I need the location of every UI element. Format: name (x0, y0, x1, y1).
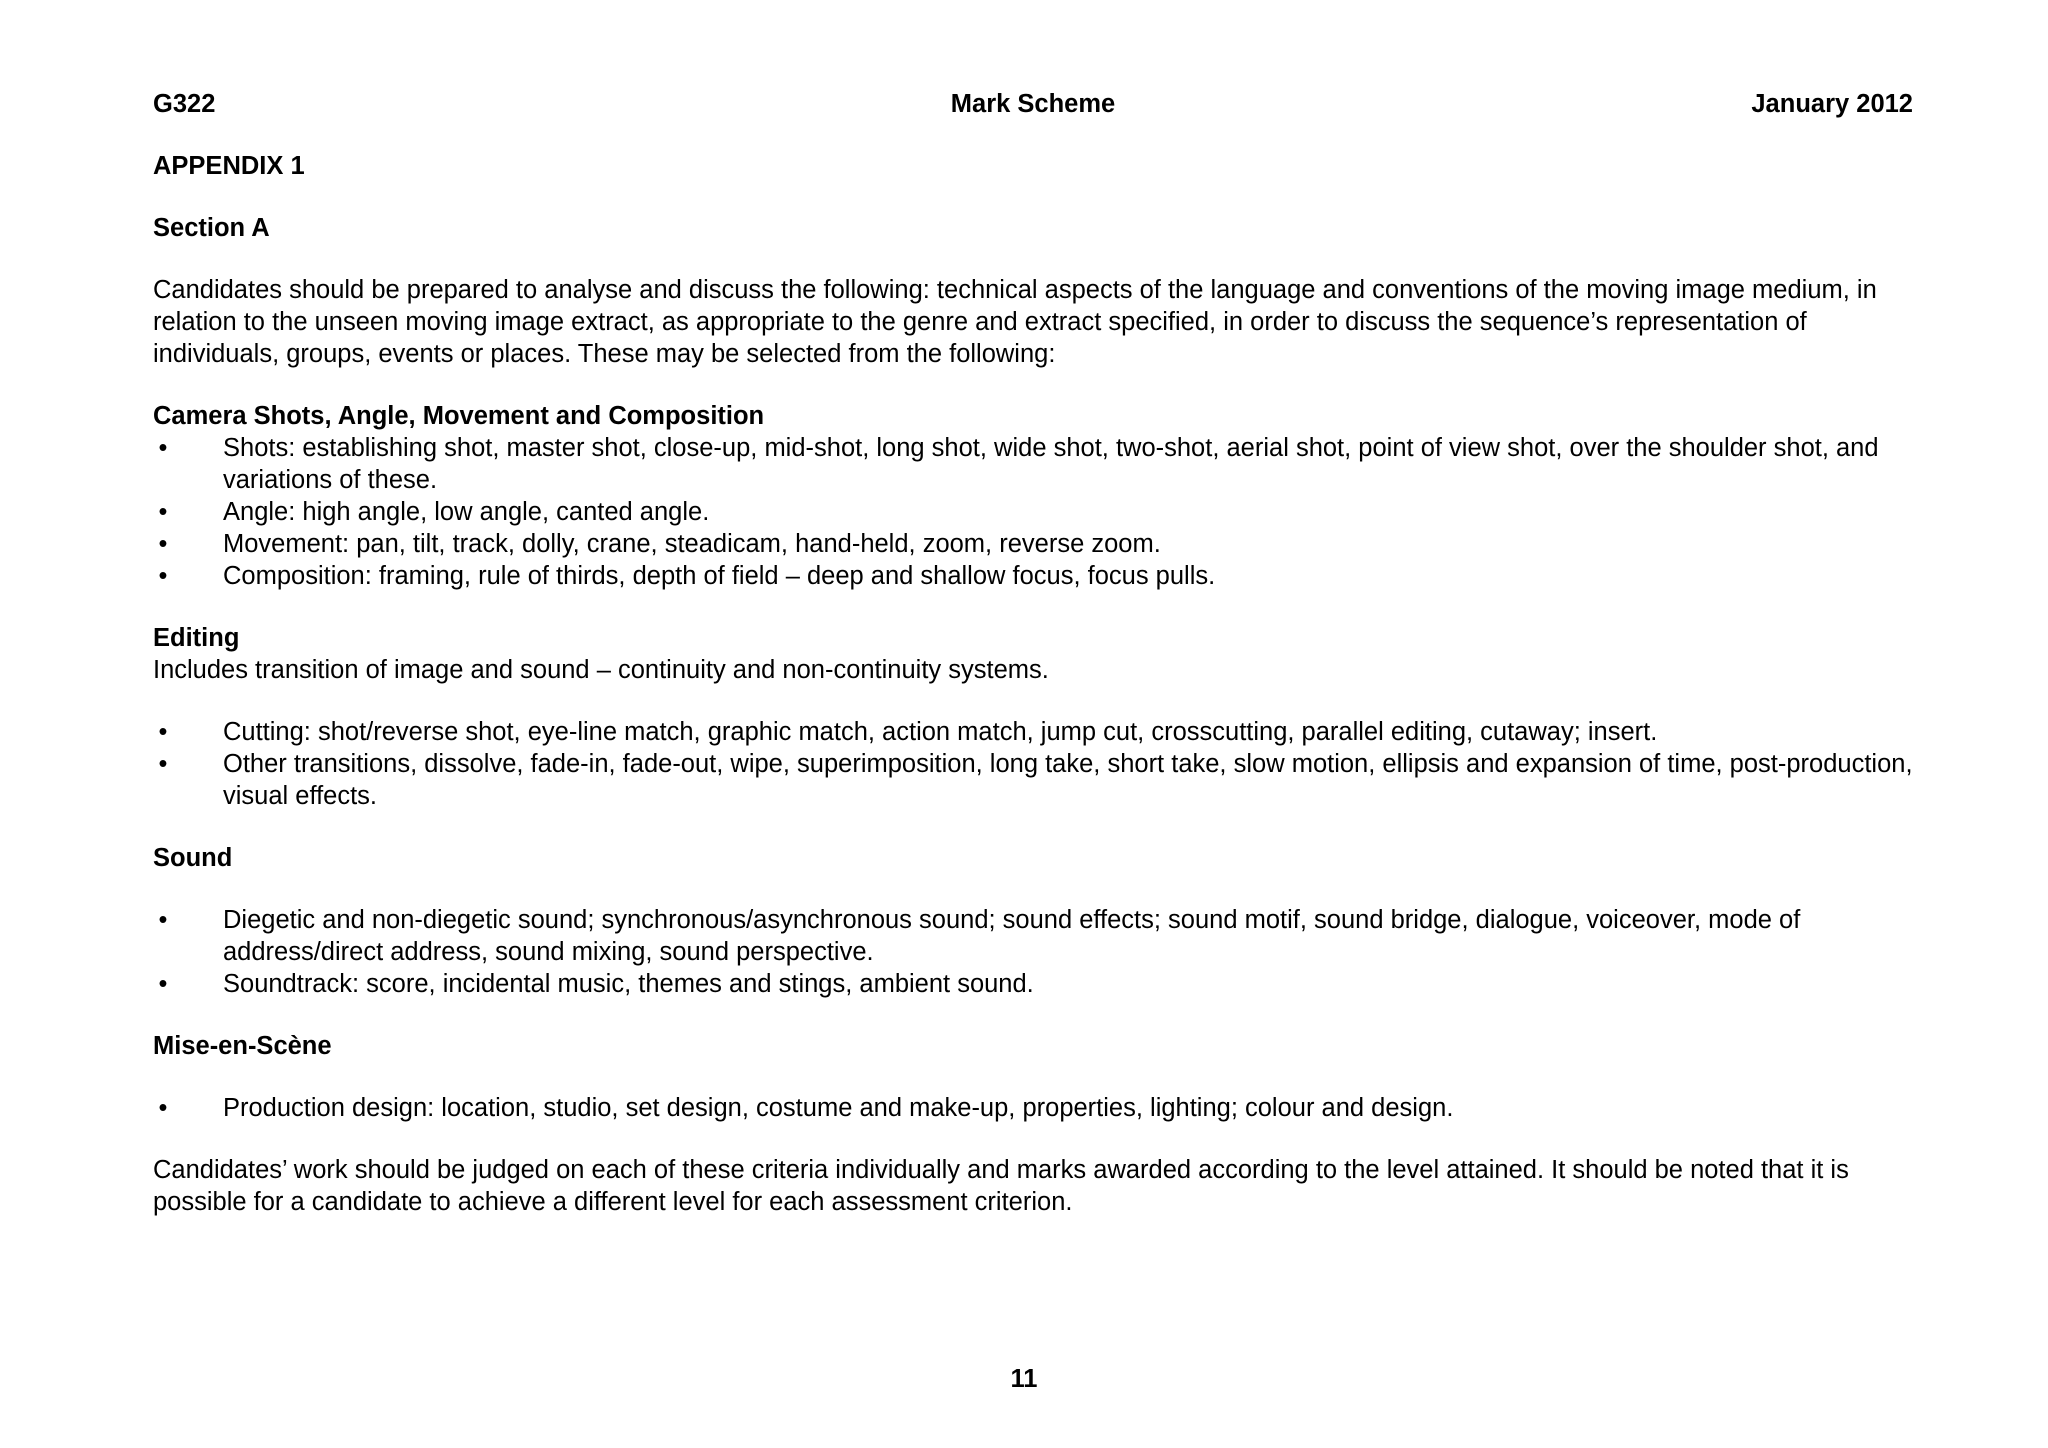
sound-heading: Sound (153, 844, 233, 872)
list-item: • Soundtrack: score, incidental music, themes and stings, ambient sound. (153, 968, 1913, 1000)
bullet-icon: • (158, 434, 168, 462)
list-item: • Diegetic and non-diegetic sound; synchronous/asynchronous sound; sound effects; sound motif, sound bridge, dialogue, voiceover, mode of address/direct address, sound mixing, sound perspective. (153, 904, 1913, 968)
list-item: • Angle: high angle, low angle, canted angle. (153, 496, 1913, 528)
header-date: January 2012 (1751, 90, 1913, 118)
camera-heading: Camera Shots, Angle, Movement and Composition (153, 402, 765, 430)
section-title: Section A (153, 214, 270, 242)
editing-description: Includes transition of image and sound – continuity and non-continuity systems. (153, 656, 1049, 684)
bullet-icon: • (158, 750, 168, 778)
bullet-icon: • (158, 1094, 168, 1122)
bullet-icon: • (158, 530, 168, 558)
intro-paragraph: Candidates should be prepared to analyse and discuss the following: technical aspects of the language and conventions of the moving image medium, in relation to the unseen moving image extract, as appropriate to the genre and extract specified, in order to discuss the sequence’s representation of individuals, groups, events or places. These may be selected from the following: (153, 276, 1877, 368)
editing-heading: Editing (153, 624, 240, 652)
list-item: • Production design: location, studio, set design, costume and make-up, properties, lighting; colour and design. (153, 1092, 1913, 1124)
document-page (153, 88, 1913, 1218)
appendix-title: APPENDIX 1 (153, 152, 305, 180)
mise-en-scene-list (153, 1092, 1913, 1124)
bullet-icon: • (158, 970, 168, 998)
list-item: • Other transitions, dissolve, fade-in, fade-out, wipe, superimposition, long take, short take, slow motion, ellipsis and expansion of time, post-production, visual effects. (153, 748, 1913, 812)
camera-list (153, 432, 1913, 592)
bullet-icon: • (158, 906, 168, 934)
header-title: Mark Scheme (950, 90, 1116, 118)
bullet-icon: • (158, 718, 168, 746)
page-header (153, 88, 1913, 124)
bullet-icon: • (158, 498, 168, 526)
mise-en-scene-heading: Mise-en-Scène (153, 1032, 332, 1060)
bullet-icon: • (158, 562, 168, 590)
page-number: 11 (1010, 1365, 1038, 1393)
list-item: • Cutting: shot/reverse shot, eye-line match, graphic match, action match, jump cut, crosscutting, parallel editing, cutaway; insert. (153, 716, 1913, 748)
closing-paragraph: Candidates’ work should be judged on each of these criteria individually and marks awarded according to the level attained. It should be noted that it is possible for a candidate to achieve a different level for each assessment criterion. (153, 1156, 1849, 1216)
header-code: G322 (153, 90, 216, 118)
sound-list (153, 904, 1913, 1000)
list-item: • Shots: establishing shot, master shot, close-up, mid-shot, long shot, wide shot, two-shot, aerial shot, point of view shot, over the shoulder shot, and variations of these. (153, 432, 1913, 496)
list-item: • Movement: pan, tilt, track, dolly, crane, steadicam, hand-held, zoom, reverse zoom. (153, 528, 1913, 560)
editing-list (153, 716, 1913, 812)
list-item: • Composition: framing, rule of thirds, depth of field – deep and shallow focus, focus pulls. (153, 560, 1913, 592)
